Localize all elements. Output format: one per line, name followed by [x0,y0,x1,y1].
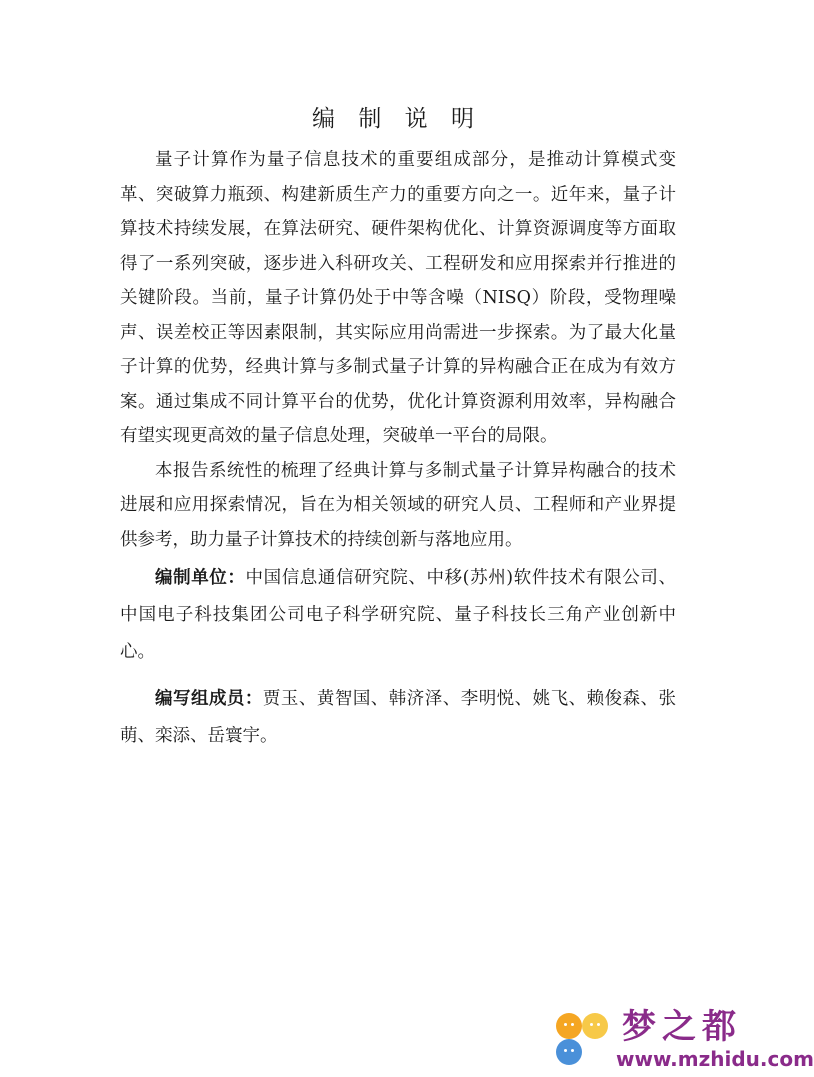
purpose-paragraph: 本报告系统性的梳理了经典计算与多制式量子计算异构融合的技术进展和应用探索情况，旨在为相关领域的研究人员、工程师和产业界提供参考，助力量子计算技术的持续创新与落地应用。 [120,460,676,550]
page-title: 编 制 说 明 [312,106,482,132]
watermark-url: www.mzhidu.com [616,1047,814,1071]
compiler-statement [120,560,676,671]
watermark-logo [552,1005,814,1073]
authors-value: 贾玉、黄智国、韩济泽、李明悦、姚飞、赖俊森、张萌、栾添、岳寰宇。 [120,689,677,746]
watermark-brand: 梦之都 [622,1007,742,1047]
document-body [120,143,676,755]
compiler-value: 中国信息通信研究院、中移(苏州)软件技术有限公司、中国电子科技集团公司电子科学研究院、量子科技长三角产业创新中心。 [120,568,677,662]
authors-label: 编写组成员： [155,689,263,709]
compiler-label: 编制单位： [155,568,246,588]
authors-statement [120,681,676,755]
mascot-faces-icon [552,1011,612,1071]
intro-paragraph: 量子计算作为量子信息技术的重要组成部分，是推动计算模式变革、突破算力瓶颈、构建新质生产力的重要方向之一。近年来，量子计算技术持续发展，在算法研究、硬件架构优化、计算资源调度等方面取得了一系列突破，逐步进入科研攻关、工程研发和应用探索并行推进的关键阶段。当前，量子计算仍处于中等含噪（NISQ）阶段，受物理噪声、误差校正等因素限制，其实际应用尚需进一步探索。为了最大化量子计算的优势，经典计算与多制式量子计算的异构融合正在成为有效方案。通过集成不同计算平台的优势，优化计算资源利用效率，异构融合有望实现更高效的量子信息处理，突破单一平台的局限。 [120,150,676,446]
